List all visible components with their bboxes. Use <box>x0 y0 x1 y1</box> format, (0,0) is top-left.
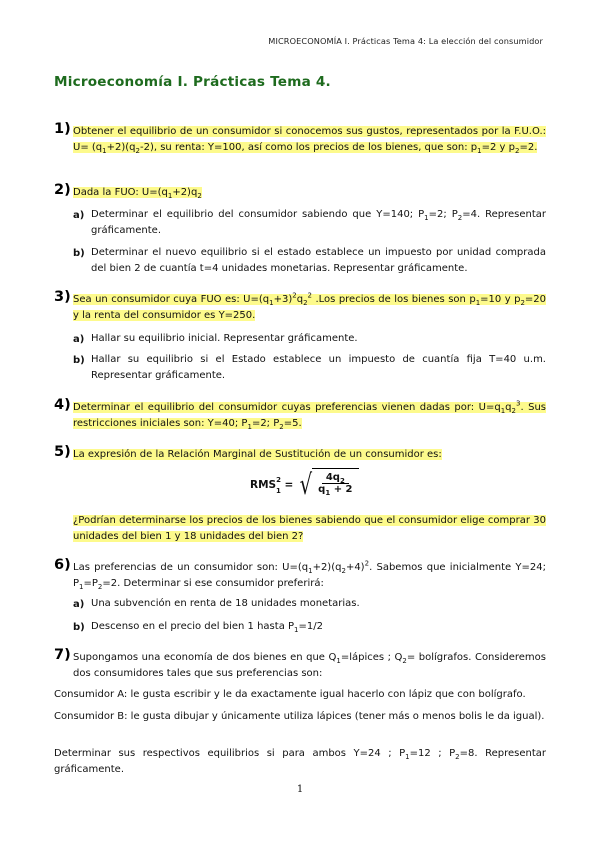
exercise-7-number: 7) <box>54 647 71 663</box>
exercise-5-number: 5) <box>54 444 71 460</box>
exercise-1-text: Obtener el equilibrio de un consumidor si conocemos sus gustos, representados por la F.U.O.: $U= (q_1+2)(q_2-2)$, su renta: Y=100, así como los precios de los bienes, que son: $p_1=2$ y $p_2=2$. <box>73 126 546 155</box>
exercise-1-number: 1) <box>54 121 71 137</box>
exercise-3-intro: Sea un consumidor cuya FUO es: $U=(q_1+3)^2q_2^2$ .Los precios de los bienes son $p_1=10$ y $p_2=20$ y la renta del consumidor es Y=250. <box>73 291 547 321</box>
page-title: Microeconomía I. Prácticas Tema 4. <box>54 74 331 90</box>
exercise-2a-label: a) <box>73 210 85 221</box>
exercise-4-text: Determinar el equilibrio del consumidor cuyas preferencias vienen dadas por: $U=q_1q_2^3$. Sus restricciones iniciales son: Y=40; $P_1=2$; $P_2=5$. <box>73 399 546 431</box>
exercise-3b-label: b) <box>73 355 85 366</box>
exercise-2a-text: Determinar el equilibrio del consumidor sabiendo que Y=140; $P_1=2$; $P_2=4$. Representar gráficamente. <box>91 209 546 236</box>
consumer-a-text: Consumidor A: le gusta escribir y le da exactamente igual hacerlo con lápiz que con bolígrafo. <box>54 689 526 700</box>
exercise-3a-label: a) <box>73 334 85 345</box>
exercise-4-number: 4) <box>54 397 71 413</box>
exercise-3-number: 3) <box>54 289 71 305</box>
exercise-2-number: 2) <box>54 182 71 198</box>
exercise-5-intro: La expresión de la Relación Marginal de Sustitución de un consumidor es: <box>73 449 442 460</box>
running-header: MICROECONOMÍA I. Prácticas Tema 4: La elección del consumidor <box>268 36 543 46</box>
exercise-6a-label: a) <box>73 599 85 610</box>
exercise-6-number: 6) <box>54 557 71 573</box>
exercise-6b-text: Descenso en el precio del bien 1 hasta $P_1=1/2$ <box>91 621 323 634</box>
exercise-3b-text: Hallar su equilibrio si el Estado establece un impuesto de cuantía fija T=40 u.m. Representar gráficamente. <box>91 354 546 381</box>
exercise-6-intro: Las preferencias de un consumidor son: $U=(q_1+2)(q_2+4)^2$. Sabemos que inicialmente Y=24; $P_1=P_2=2$. Determinar si ese consumidor preferirá: <box>73 559 546 591</box>
exercise-7-final: Determinar sus respectivos equilibrios si para ambos Y=24 ; $P_1=12$ ; $P_2=8$. Representar gráficamente. <box>54 748 546 775</box>
exercise-3a-text: Hallar su equilibrio inicial. Representar gráficamente. <box>91 333 358 344</box>
exercise-5-question: ¿Podrían determinarse los precios de los bienes sabiendo que el consumidor elige comprar 30 unidades del bien 1 y 18 unidades del bien 2? <box>73 515 546 542</box>
exercise-2-intro: Dada la FUO: $U=(q_1+2)q_2$ <box>73 187 202 200</box>
exercise-2b-text: Determinar el nuevo equilibrio si el estado establece un impuesto por unidad comprada del bien 2 de cuantía t=4 unidades monetarias. Representar gráficamente. <box>91 247 546 274</box>
mrs-formula: $RMS^2_1$ = √ $\frac{4q_2}{q_1 + 2}$ <box>250 468 359 502</box>
exercise-2b-label: b) <box>73 248 85 259</box>
exercise-7-intro: Supongamos una economía de dos bienes en que $Q_1=lápices$ ; $Q_2=$ bolígrafos. Consideremos dos consumidores tales que sus preferencias son: <box>73 652 546 679</box>
exercise-6a-text: Una subvención en renta de 18 unidades monetarias. <box>91 598 360 609</box>
page-number: 1 <box>296 784 304 795</box>
exercise-6b-label: b) <box>73 622 85 633</box>
consumer-b-text: Consumidor B: le gusta dibujar y únicamente utiliza lápices (tener más o menos bolis le da igual). <box>54 711 545 722</box>
